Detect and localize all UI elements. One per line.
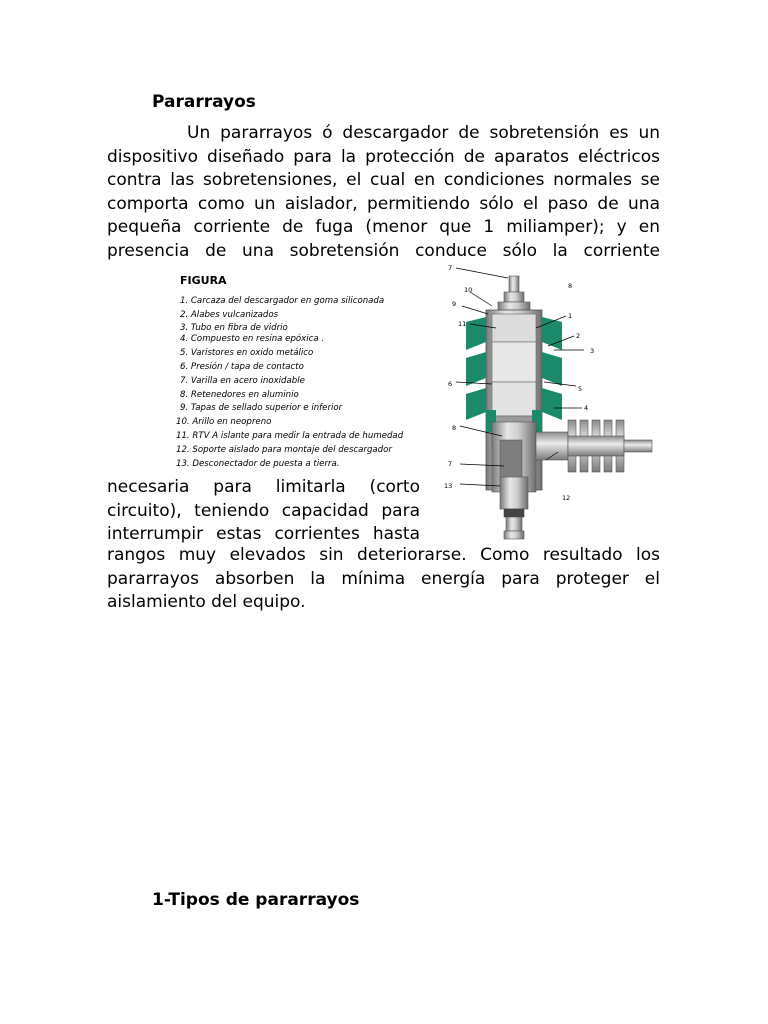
callout-number: 1 bbox=[568, 312, 573, 320]
legend-item: 4. Compuesto en resina epóxica . bbox=[180, 334, 325, 344]
callout-number: 4 bbox=[584, 404, 589, 412]
intro-paragraph bbox=[107, 122, 660, 263]
callout-number: 9 bbox=[452, 300, 457, 308]
callout-number: 10 bbox=[464, 286, 473, 294]
callout-number: 3 bbox=[590, 347, 595, 355]
arrester-drawing bbox=[444, 264, 652, 539]
paragraph-line: pararrayos absorben la mínima energía para proteger el bbox=[107, 568, 660, 589]
paragraph-line: contra las sobretensiones, el cual en condiciones normales se bbox=[107, 170, 660, 190]
paragraph-line: presencia de una sobretensión conduce sólo la corriente bbox=[107, 240, 660, 261]
paragraph-line: comporta como un aislador, permitiendo sólo el paso de una bbox=[107, 193, 660, 214]
callout-number: 6 bbox=[448, 380, 453, 388]
callout-number: 2 bbox=[576, 332, 581, 340]
callout-number: 5 bbox=[578, 385, 583, 393]
callout-number: 7 bbox=[448, 460, 453, 468]
figure-legend-title: FIGURA bbox=[180, 274, 227, 287]
legend-item: 7. Varilla en acero inoxidable bbox=[180, 376, 305, 386]
legend-item: 11. RTV A islante para medir la entrada de humedad bbox=[176, 431, 404, 441]
callout-number: 8 bbox=[452, 424, 457, 432]
paragraph-line: rangos muy elevados sin deteriorarse. Como resultado los bbox=[107, 545, 660, 565]
legend-item: 9. Tapas de sellado superior e inferior bbox=[180, 403, 343, 413]
figure-legend bbox=[176, 296, 404, 469]
legend-item: 12. Soporte aislado para montaje del descargador bbox=[176, 445, 392, 455]
callout-number: 7 bbox=[448, 264, 453, 272]
legend-item: 2. Alabes vulcanizados bbox=[180, 310, 279, 320]
callout-number: 8 bbox=[568, 282, 573, 290]
legend-item: 6. Presión / tapa de contacto bbox=[180, 362, 304, 372]
legend-item: 1. Carcaza del descargador en goma siliconada bbox=[180, 296, 385, 306]
paragraph-line: aislamiento del equipo. bbox=[107, 592, 306, 612]
paragraph-line: dispositivo diseñado para la protección de aparatos eléctricos bbox=[107, 146, 660, 167]
wrapped-paragraph bbox=[107, 476, 420, 547]
legend-item: 8. Retenedores en aluminio bbox=[180, 390, 299, 400]
paragraph-line: necesaria para limitarla (corto bbox=[107, 477, 420, 497]
callout-number: 11 bbox=[458, 320, 467, 328]
page-title: Pararrayos bbox=[152, 92, 256, 112]
paragraph-line: pequeña corriente de fuga (menor que 1 miliamper); y en bbox=[107, 217, 660, 237]
legend-item: 10. Arillo en neopreno bbox=[176, 417, 272, 427]
legend-item: 13. Desconectador de puesta a tierra. bbox=[176, 459, 340, 469]
paragraph-line: circuito), teniendo capacidad para bbox=[107, 500, 420, 521]
callout-number: 13 bbox=[444, 482, 453, 490]
legend-item: 3. Tubo en fibra de vidrio bbox=[180, 323, 288, 333]
callout-number: 12 bbox=[562, 494, 571, 502]
legend-item: 5. Varistores en oxido metálico bbox=[180, 348, 314, 358]
paragraph-line: interrumpir estas corrientes hasta bbox=[107, 524, 420, 544]
continuation-paragraph bbox=[107, 544, 660, 615]
section-heading: 1-Tipos de pararrayos bbox=[152, 890, 360, 910]
paragraph-line: Un pararrayos ó descargador de sobretensión es un bbox=[187, 123, 660, 143]
